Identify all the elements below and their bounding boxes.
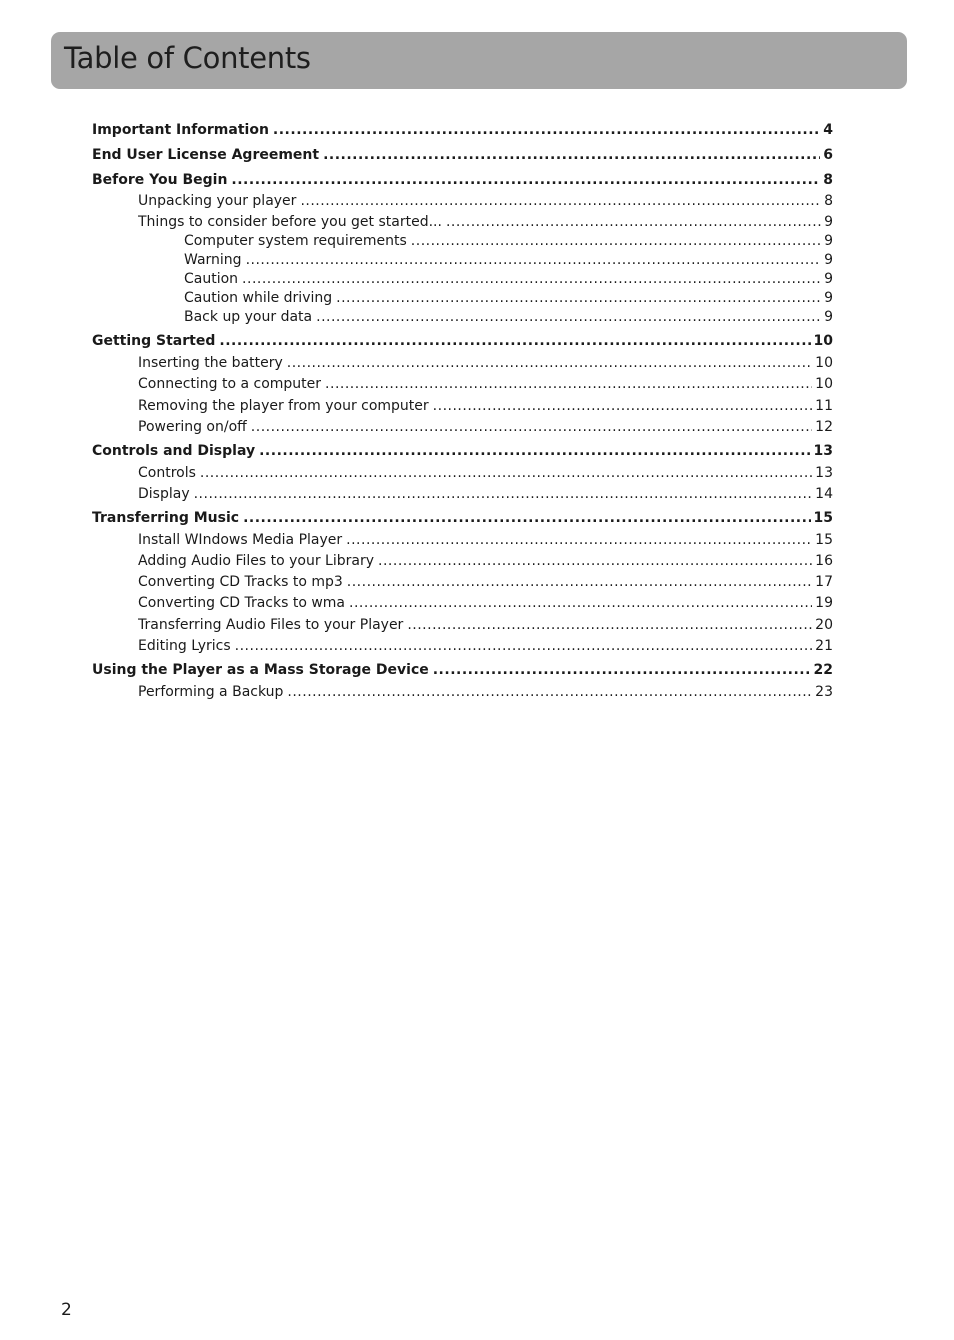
toc-entry[interactable] — [92, 170, 833, 190]
dot-leader — [243, 508, 810, 528]
dot-leader — [231, 170, 820, 190]
dot-leader — [251, 417, 812, 437]
toc-entry-label: Converting CD Tracks to wma — [138, 595, 346, 611]
toc-entry-page: 23 — [815, 684, 833, 700]
toc-entry[interactable] — [138, 551, 833, 571]
toc-entry-label: Controls — [138, 465, 196, 481]
toc-entry-page: 13 — [813, 443, 833, 459]
toc-entry-page: 8 — [823, 172, 833, 188]
toc-entry-label: Install WIndows Media Player — [138, 532, 343, 548]
dot-leader — [287, 682, 812, 702]
toc-entry[interactable] — [138, 417, 833, 437]
toc-entry-label: Important Information — [92, 122, 269, 138]
toc-entry[interactable] — [138, 572, 833, 592]
toc-entry-label: Using the Player as a Mass Storage Device — [92, 662, 429, 678]
toc-entry-label: Transferring Audio Files to your Player — [138, 617, 404, 633]
dot-leader — [273, 120, 820, 140]
toc-entry[interactable] — [92, 331, 833, 351]
toc-entry[interactable] — [138, 530, 833, 550]
toc-entry-label: Getting Started — [92, 333, 216, 349]
dot-leader — [378, 551, 812, 571]
toc-entry-page: 9 — [824, 271, 833, 287]
toc-entry-page: 6 — [823, 147, 833, 163]
toc-entry-label: Converting CD Tracks to mp3 — [138, 574, 343, 590]
toc-entry[interactable] — [184, 269, 833, 289]
toc-entry-label: Performing a Backup — [138, 684, 284, 700]
toc-entry[interactable] — [138, 374, 833, 394]
dot-leader — [347, 572, 812, 592]
toc-entry[interactable] — [138, 212, 833, 232]
dot-leader — [349, 593, 812, 613]
toc-entry-label: Inserting the battery — [138, 355, 283, 371]
toc-entry-label: Caution — [184, 271, 239, 287]
dot-leader — [316, 307, 821, 327]
toc-entry-page: 9 — [824, 214, 833, 230]
dot-leader — [287, 353, 812, 373]
toc-entry[interactable] — [138, 615, 833, 635]
dot-leader — [194, 484, 813, 504]
dot-leader — [325, 374, 812, 394]
dot-leader — [323, 145, 820, 165]
dot-leader — [235, 636, 813, 656]
toc-entry-label: Controls and Display — [92, 443, 256, 459]
page-title: Table of Contents — [64, 41, 311, 75]
toc-entry-label: End User License Agreement — [92, 147, 320, 163]
dot-leader — [336, 288, 821, 308]
toc-entry-label: Back up your data — [184, 309, 313, 325]
toc-entry[interactable] — [92, 441, 833, 461]
toc-entry-page: 9 — [824, 290, 833, 306]
dot-leader — [242, 269, 821, 289]
toc-entry-label: Caution while driving — [184, 290, 333, 306]
toc-entry[interactable] — [138, 484, 833, 504]
toc-entry-page: 10 — [815, 355, 833, 371]
toc-entry[interactable] — [92, 508, 833, 528]
toc-entry-page: 9 — [824, 233, 833, 249]
toc-entry[interactable] — [184, 250, 833, 270]
toc-entry-page: 15 — [815, 532, 833, 548]
toc-entry[interactable] — [92, 660, 833, 680]
toc-entry-page: 11 — [815, 398, 833, 414]
table-of-contents — [92, 0, 833, 720]
dot-leader — [411, 231, 821, 251]
toc-entry-label: Adding Audio Files to your Library — [138, 553, 375, 569]
dot-leader — [346, 530, 812, 550]
toc-entry-page: 22 — [813, 662, 833, 678]
toc-entry-page: 17 — [815, 574, 833, 590]
toc-entry-page: 15 — [813, 510, 833, 526]
toc-entry[interactable] — [184, 231, 833, 251]
dot-leader — [300, 191, 821, 211]
toc-entry-page: 19 — [815, 595, 833, 611]
toc-entry-label: Warning — [184, 252, 242, 268]
toc-entry-page: 9 — [824, 252, 833, 268]
page-number: 2 — [61, 1300, 72, 1320]
toc-entry-label: Things to consider before you get started... — [138, 214, 442, 230]
toc-entry-label: Unpacking your player — [138, 193, 297, 209]
toc-entry-page: 16 — [815, 553, 833, 569]
toc-entry-page: 4 — [823, 122, 833, 138]
toc-entry[interactable] — [92, 145, 833, 165]
dot-leader — [407, 615, 812, 635]
toc-entry[interactable] — [138, 396, 833, 416]
toc-entry-page: 21 — [815, 638, 833, 654]
toc-entry-label: Transferring Music — [92, 510, 240, 526]
dot-leader — [200, 463, 812, 483]
toc-entry-page: 20 — [815, 617, 833, 633]
toc-entry-page: 12 — [815, 419, 833, 435]
toc-entry[interactable] — [138, 191, 833, 211]
toc-entry[interactable] — [138, 682, 833, 702]
dot-leader — [219, 331, 810, 351]
dot-leader — [433, 660, 811, 680]
toc-entry-page: 13 — [815, 465, 833, 481]
toc-entry-page: 10 — [813, 333, 833, 349]
toc-entry[interactable] — [138, 353, 833, 373]
toc-entry[interactable] — [92, 120, 833, 140]
toc-entry-label: Display — [138, 486, 190, 502]
toc-entry[interactable] — [138, 636, 833, 656]
toc-entry[interactable] — [138, 463, 833, 483]
toc-entry-label: Editing Lyrics — [138, 638, 231, 654]
toc-entry-label: Before You Begin — [92, 172, 228, 188]
toc-entry[interactable] — [184, 288, 833, 308]
dot-leader — [246, 250, 822, 270]
toc-entry-page: 8 — [824, 193, 833, 209]
toc-entry[interactable] — [184, 307, 833, 327]
toc-entry-page: 10 — [815, 376, 833, 392]
toc-entry[interactable] — [138, 593, 833, 613]
dot-leader — [259, 441, 810, 461]
toc-entry-page: 14 — [815, 486, 833, 502]
toc-entry-label: Connecting to a computer — [138, 376, 322, 392]
dot-leader — [446, 212, 821, 232]
dot-leader — [433, 396, 813, 416]
toc-entry-page: 9 — [824, 309, 833, 325]
toc-entry-label: Powering on/off — [138, 419, 247, 435]
toc-entry-label: Removing the player from your computer — [138, 398, 429, 414]
toc-entry-label: Computer system requirements — [184, 233, 407, 249]
